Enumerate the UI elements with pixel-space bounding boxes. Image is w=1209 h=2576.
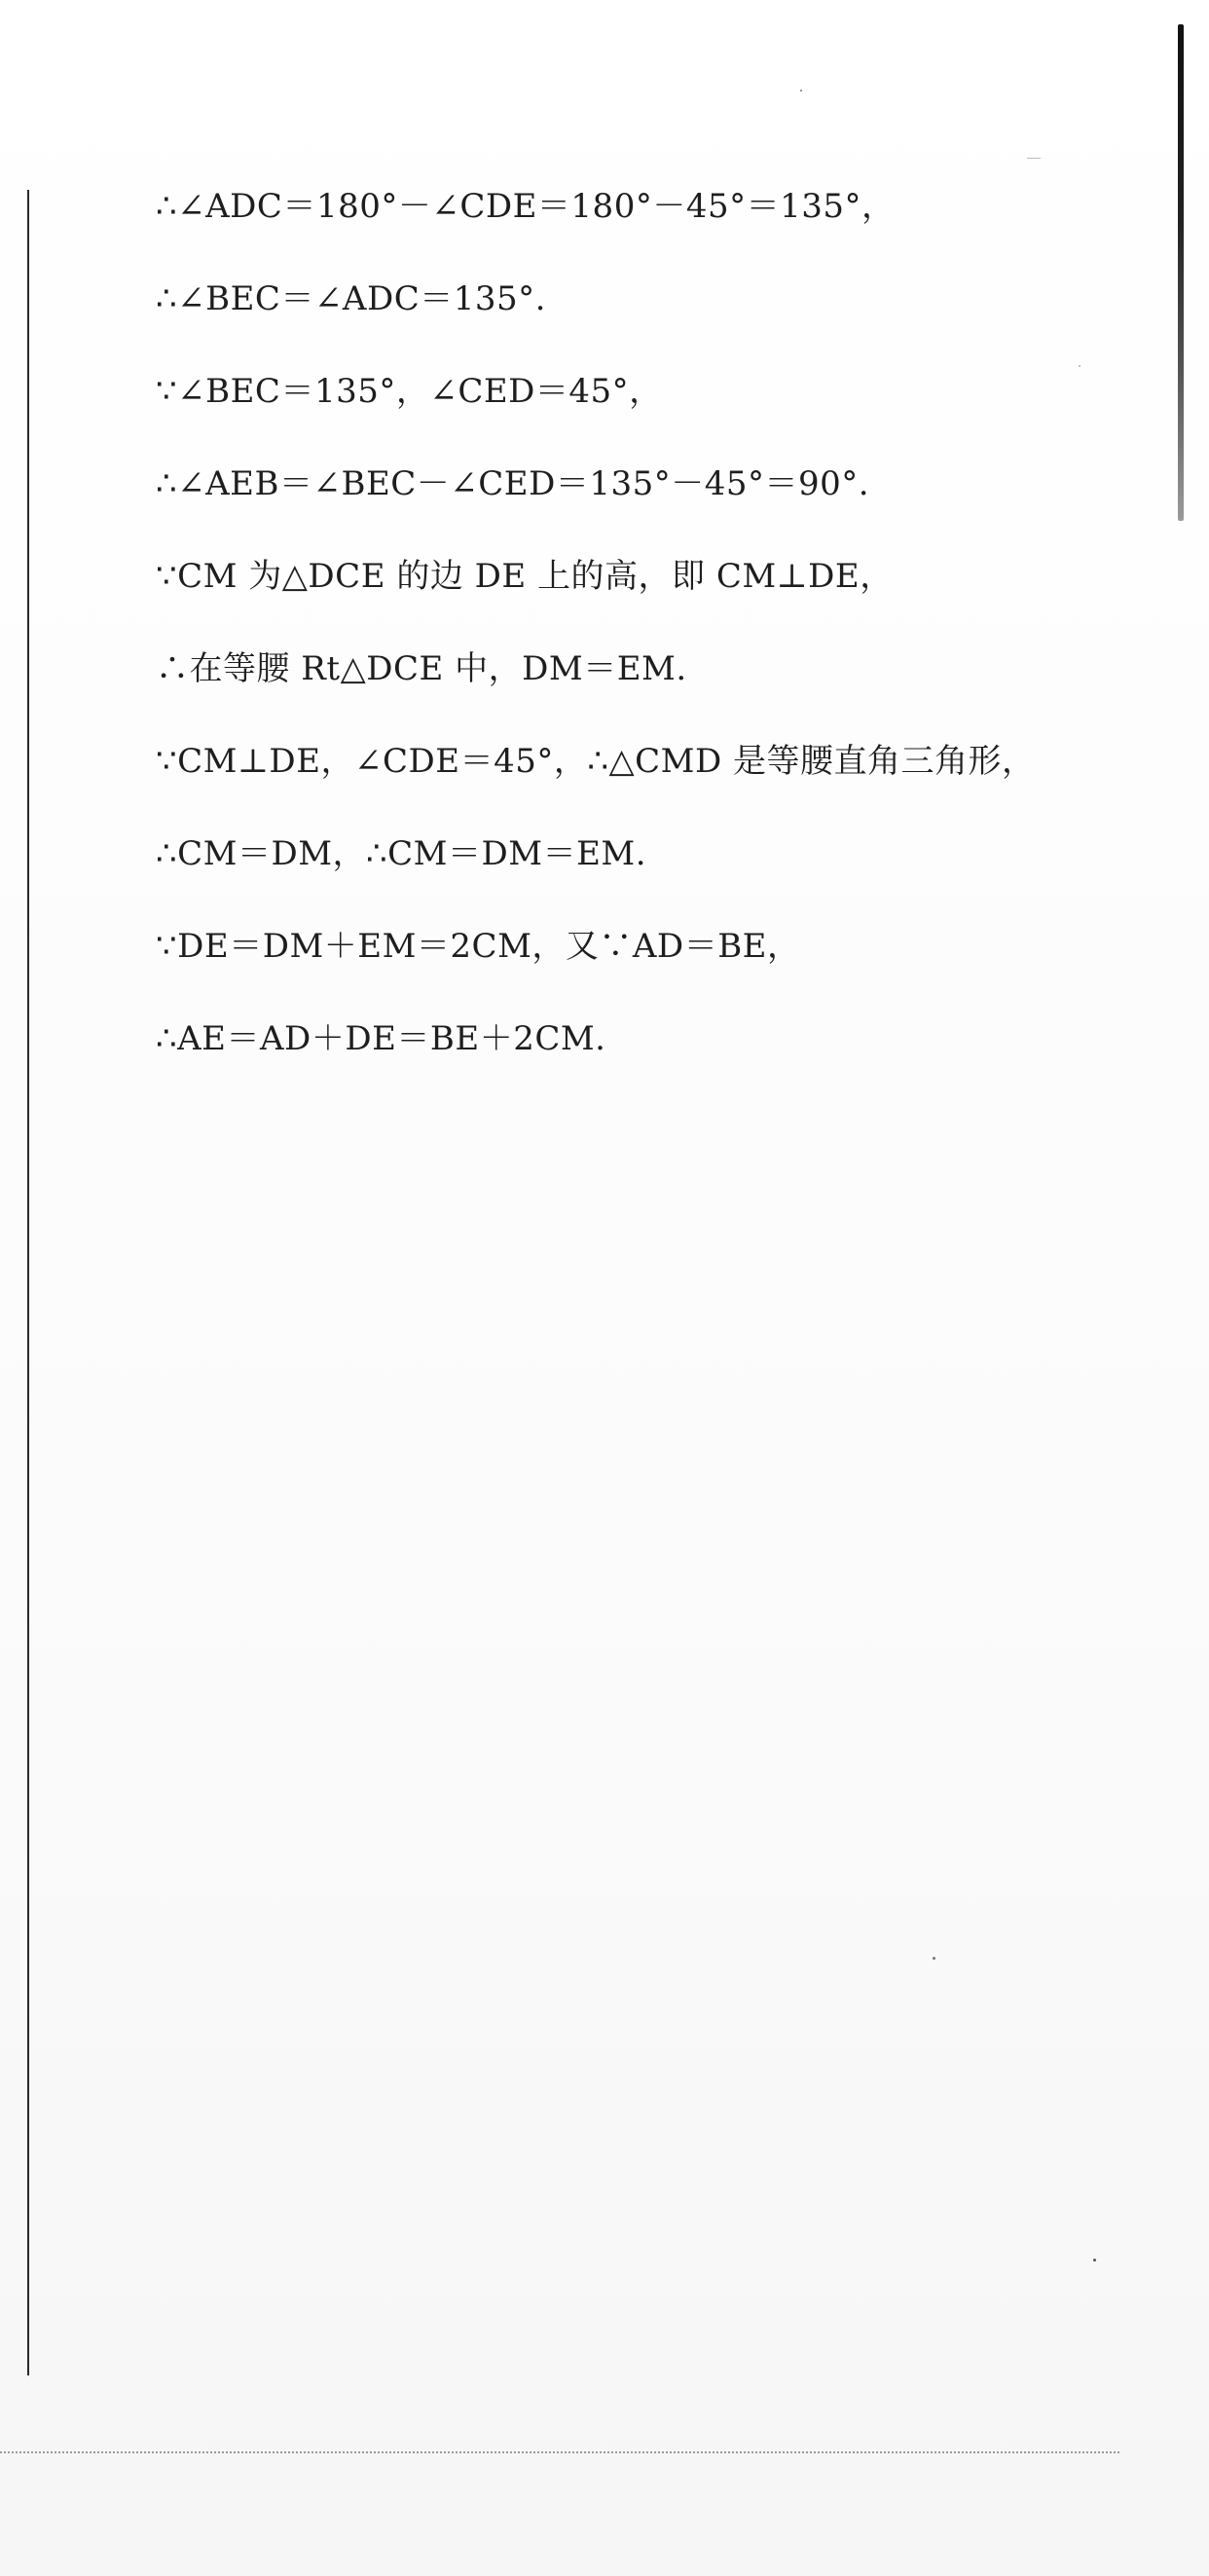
scan-speck bbox=[1027, 158, 1041, 159]
page-edge-shadow bbox=[1178, 24, 1184, 521]
proof-line: ∴∠ADC＝180°－∠CDE＝180°－45°＝135°， bbox=[156, 187, 896, 226]
scan-speck bbox=[1093, 2259, 1096, 2262]
scan-speck bbox=[933, 1957, 935, 1960]
proof-line: ∵∠BEC＝135°，∠CED＝45°， bbox=[156, 372, 663, 411]
proof-line: ∴AE＝AD＋DE＝BE＋2CM. bbox=[156, 1019, 606, 1058]
proof-line: ∴CM＝DM，∴CM＝DM＝EM. bbox=[156, 834, 647, 873]
proof-line: ∴∠AEB＝∠BEC－∠CED＝135°－45°＝90°. bbox=[156, 464, 870, 503]
proof-line: ∵DE＝DM＋EM＝2CM，又∵AD＝BE， bbox=[156, 927, 801, 966]
proof-line: ∵CM⊥DE，∠CDE＝45°，∴△CMD 是等腰直角三角形， bbox=[156, 742, 1036, 781]
left-margin-rule bbox=[27, 190, 29, 2375]
scan-speck bbox=[1079, 365, 1081, 367]
proof-line: ∴在等腰 Rt△DCE 中，DM＝EM. bbox=[156, 649, 687, 688]
bottom-dotted-divider bbox=[0, 2451, 1119, 2453]
scan-speck bbox=[800, 90, 802, 92]
proof-line: ∵CM 为△DCE 的边 DE 上的高，即 CM⊥DE， bbox=[156, 557, 894, 596]
proof-line: ∴∠BEC＝∠ADC＝135°. bbox=[156, 279, 546, 318]
